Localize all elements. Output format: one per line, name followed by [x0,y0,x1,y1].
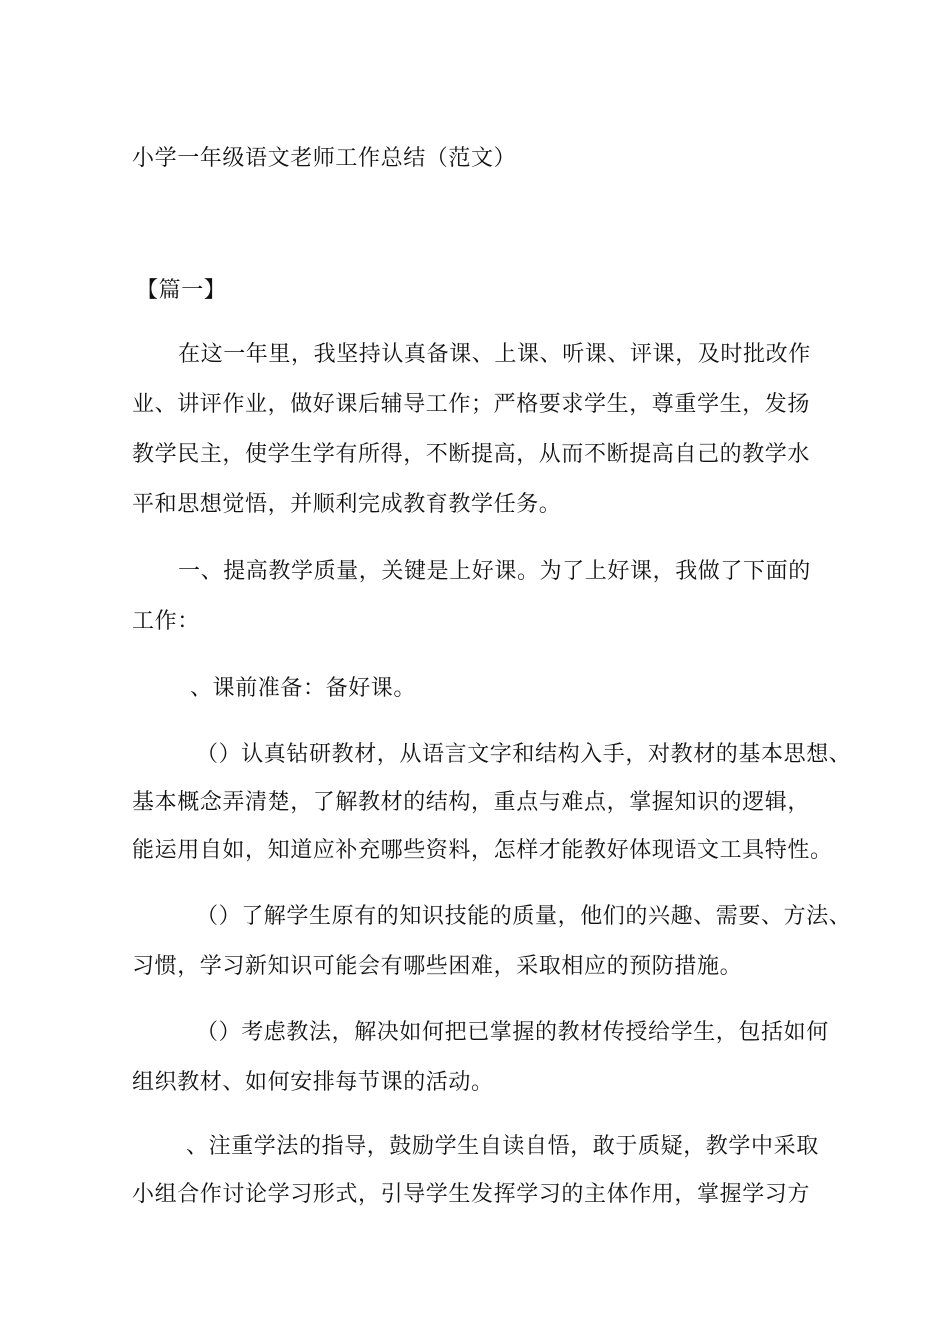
paragraph-line: 平和思想觉悟，并顺利完成教育教学任务。 [132,492,562,517]
paragraph-line: 小组合作讨论学习形式，引导学生发挥学习的主体作用，掌握学习方 [132,1182,811,1207]
paragraph-line: （）认真钻研教材，从语言文字和结构入手，对教材的基本思想、 [196,742,852,767]
paragraph-line: （）了解学生原有的知识技能的质量，他们的兴趣、需要、方法、 [196,904,852,929]
paragraph-line: 能运用自如，知道应补充哪些资料，怎样才能教好体现语文工具特性。 [132,838,833,863]
paragraph-line: 组织教材、如何安排每节课的活动。 [132,1070,494,1095]
paragraph-line: （）考虑教法，解决如何把已掌握的教材传授给学生，包括如何 [196,1020,829,1045]
paragraph-line: 基本概念弄清楚，了解教材的结构，重点与难点，掌握知识的逻辑， [132,790,811,815]
paragraph-line: 教学民主，使学生学有所得，不断提高，从而不断提高自己的教学水 [132,442,811,467]
paragraph-line: 在这一年里，我坚持认真备课、上课、听课、评课，及时批改作 [178,342,811,367]
paragraph-line: 业、讲评作业，做好课后辅导工作；严格要求学生，尊重学生，发扬 [132,392,811,417]
paragraph-line: 、课前准备：备好课。 [190,676,417,701]
paragraph-line: 习惯，学习新知识可能会有哪些困难，采取相应的预防措施。 [132,954,743,979]
paragraph-line: 、注重学法的指导，鼓励学生自读自悟，敢于质疑，教学中采取 [186,1134,819,1159]
section-label: 【篇一】 [136,278,227,303]
paragraph-line: 工作： [132,609,200,634]
paragraph-line: 一、提高教学质量，关键是上好课。为了上好课，我做了下面的 [178,559,811,584]
document-title: 小学一年级语文老师工作总结（范文） [132,146,517,171]
